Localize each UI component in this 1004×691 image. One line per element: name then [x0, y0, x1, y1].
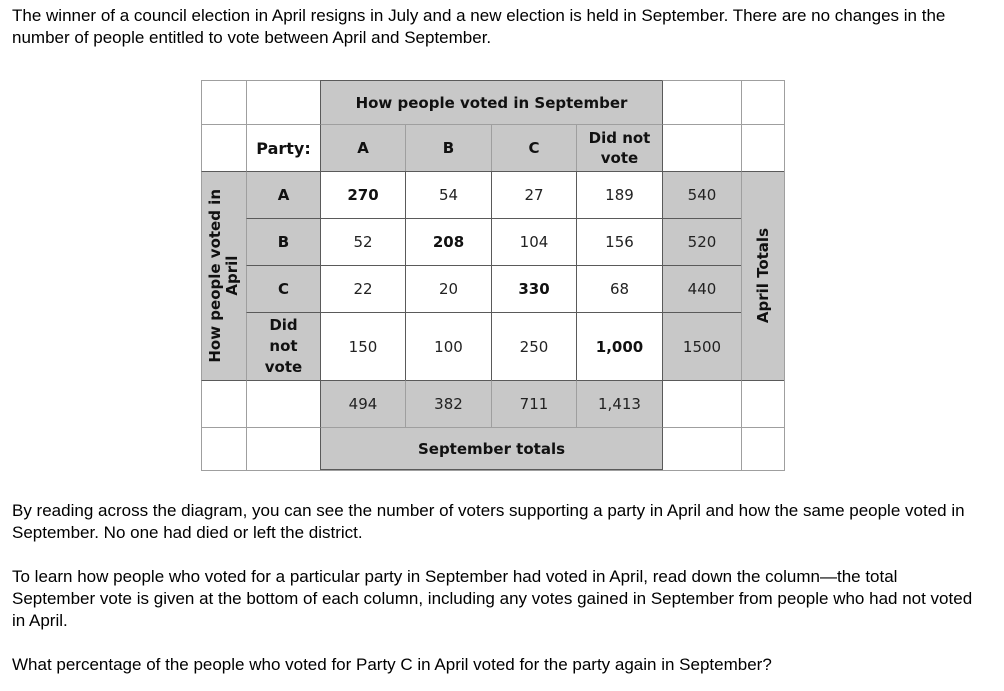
row-label-a: A	[246, 171, 320, 218]
cell-a-b: 54	[405, 171, 491, 218]
table-right-border	[784, 80, 785, 471]
september-total-b: 382	[405, 380, 491, 427]
cell-dnv-dnv: 1,000	[576, 312, 662, 380]
blank-cell	[201, 80, 246, 124]
blank-cell	[741, 80, 784, 124]
cell-c-c: 330	[491, 265, 576, 312]
question-paragraph: What percentage of the people who voted for Party C in April voted for the party again in September?	[12, 655, 772, 674]
down-paragraph: To learn how people who voted for a particular party in September had voted in April, read down the column—the total September vote is given at the bottom of each column, including any votes gained in September from people who had not voted in April.	[12, 567, 973, 630]
september-header: How people voted in September	[320, 80, 662, 124]
cell-b-a: 52	[320, 218, 405, 265]
party-label: Party:	[246, 124, 320, 171]
blank-cell	[662, 427, 741, 470]
cell-dnv-c: 250	[491, 312, 576, 380]
intro-paragraph: The winner of a council election in April resigns in July and a new election is held in September. There are no changes in the number of people entitled to vote between April and September.	[12, 6, 946, 47]
blank-cell	[741, 380, 784, 427]
table-bottom-border	[201, 470, 785, 471]
april-side-label-cell	[201, 171, 246, 380]
cell-c-a: 22	[320, 265, 405, 312]
blank-cell	[201, 380, 246, 427]
col-header-a: A	[320, 124, 405, 171]
row-label-b: B	[246, 218, 320, 265]
september-total-c: 711	[491, 380, 576, 427]
september-total-a: 494	[320, 380, 405, 427]
cell-b-b: 208	[405, 218, 491, 265]
cell-a-c: 27	[491, 171, 576, 218]
cell-b-c: 104	[491, 218, 576, 265]
april-total-a: 540	[662, 171, 741, 218]
cell-c-dnv: 68	[576, 265, 662, 312]
voting-table	[201, 80, 785, 471]
blank-cell	[662, 124, 741, 171]
cell-c-b: 20	[405, 265, 491, 312]
september-totals-label: September totals	[320, 427, 662, 470]
row-label-c: C	[246, 265, 320, 312]
blank-cell	[201, 427, 246, 470]
col-header-c: C	[491, 124, 576, 171]
april-totals-label: April Totals	[753, 228, 772, 324]
blank-cell	[741, 124, 784, 171]
cell-b-dnv: 156	[576, 218, 662, 265]
blank-cell	[741, 427, 784, 470]
april-total-did-not-vote: 1500	[662, 312, 741, 380]
row-label-did-not-vote: Did not vote	[246, 312, 320, 380]
col-header-did-not-vote: Did not vote	[576, 124, 662, 171]
col-header-b: B	[405, 124, 491, 171]
blank-cell	[246, 80, 320, 124]
april-total-b: 520	[662, 218, 741, 265]
april-totals-label-cell	[741, 171, 784, 380]
september-total-did-not-vote: 1,413	[576, 380, 662, 427]
blank-cell	[246, 427, 320, 470]
across-paragraph: By reading across the diagram, you can see the number of voters supporting a party in April and how the same people voted in September. No one had died or left the district.	[12, 501, 965, 542]
blank-cell	[201, 124, 246, 171]
cell-dnv-a: 150	[320, 312, 405, 380]
april-total-c: 440	[662, 265, 741, 312]
blank-cell	[246, 380, 320, 427]
cell-a-a: 270	[320, 171, 405, 218]
blank-cell	[662, 380, 741, 427]
april-side-label: How people voted in April	[206, 189, 241, 363]
cell-dnv-b: 100	[405, 312, 491, 380]
blank-cell	[662, 80, 741, 124]
cell-a-dnv: 189	[576, 171, 662, 218]
